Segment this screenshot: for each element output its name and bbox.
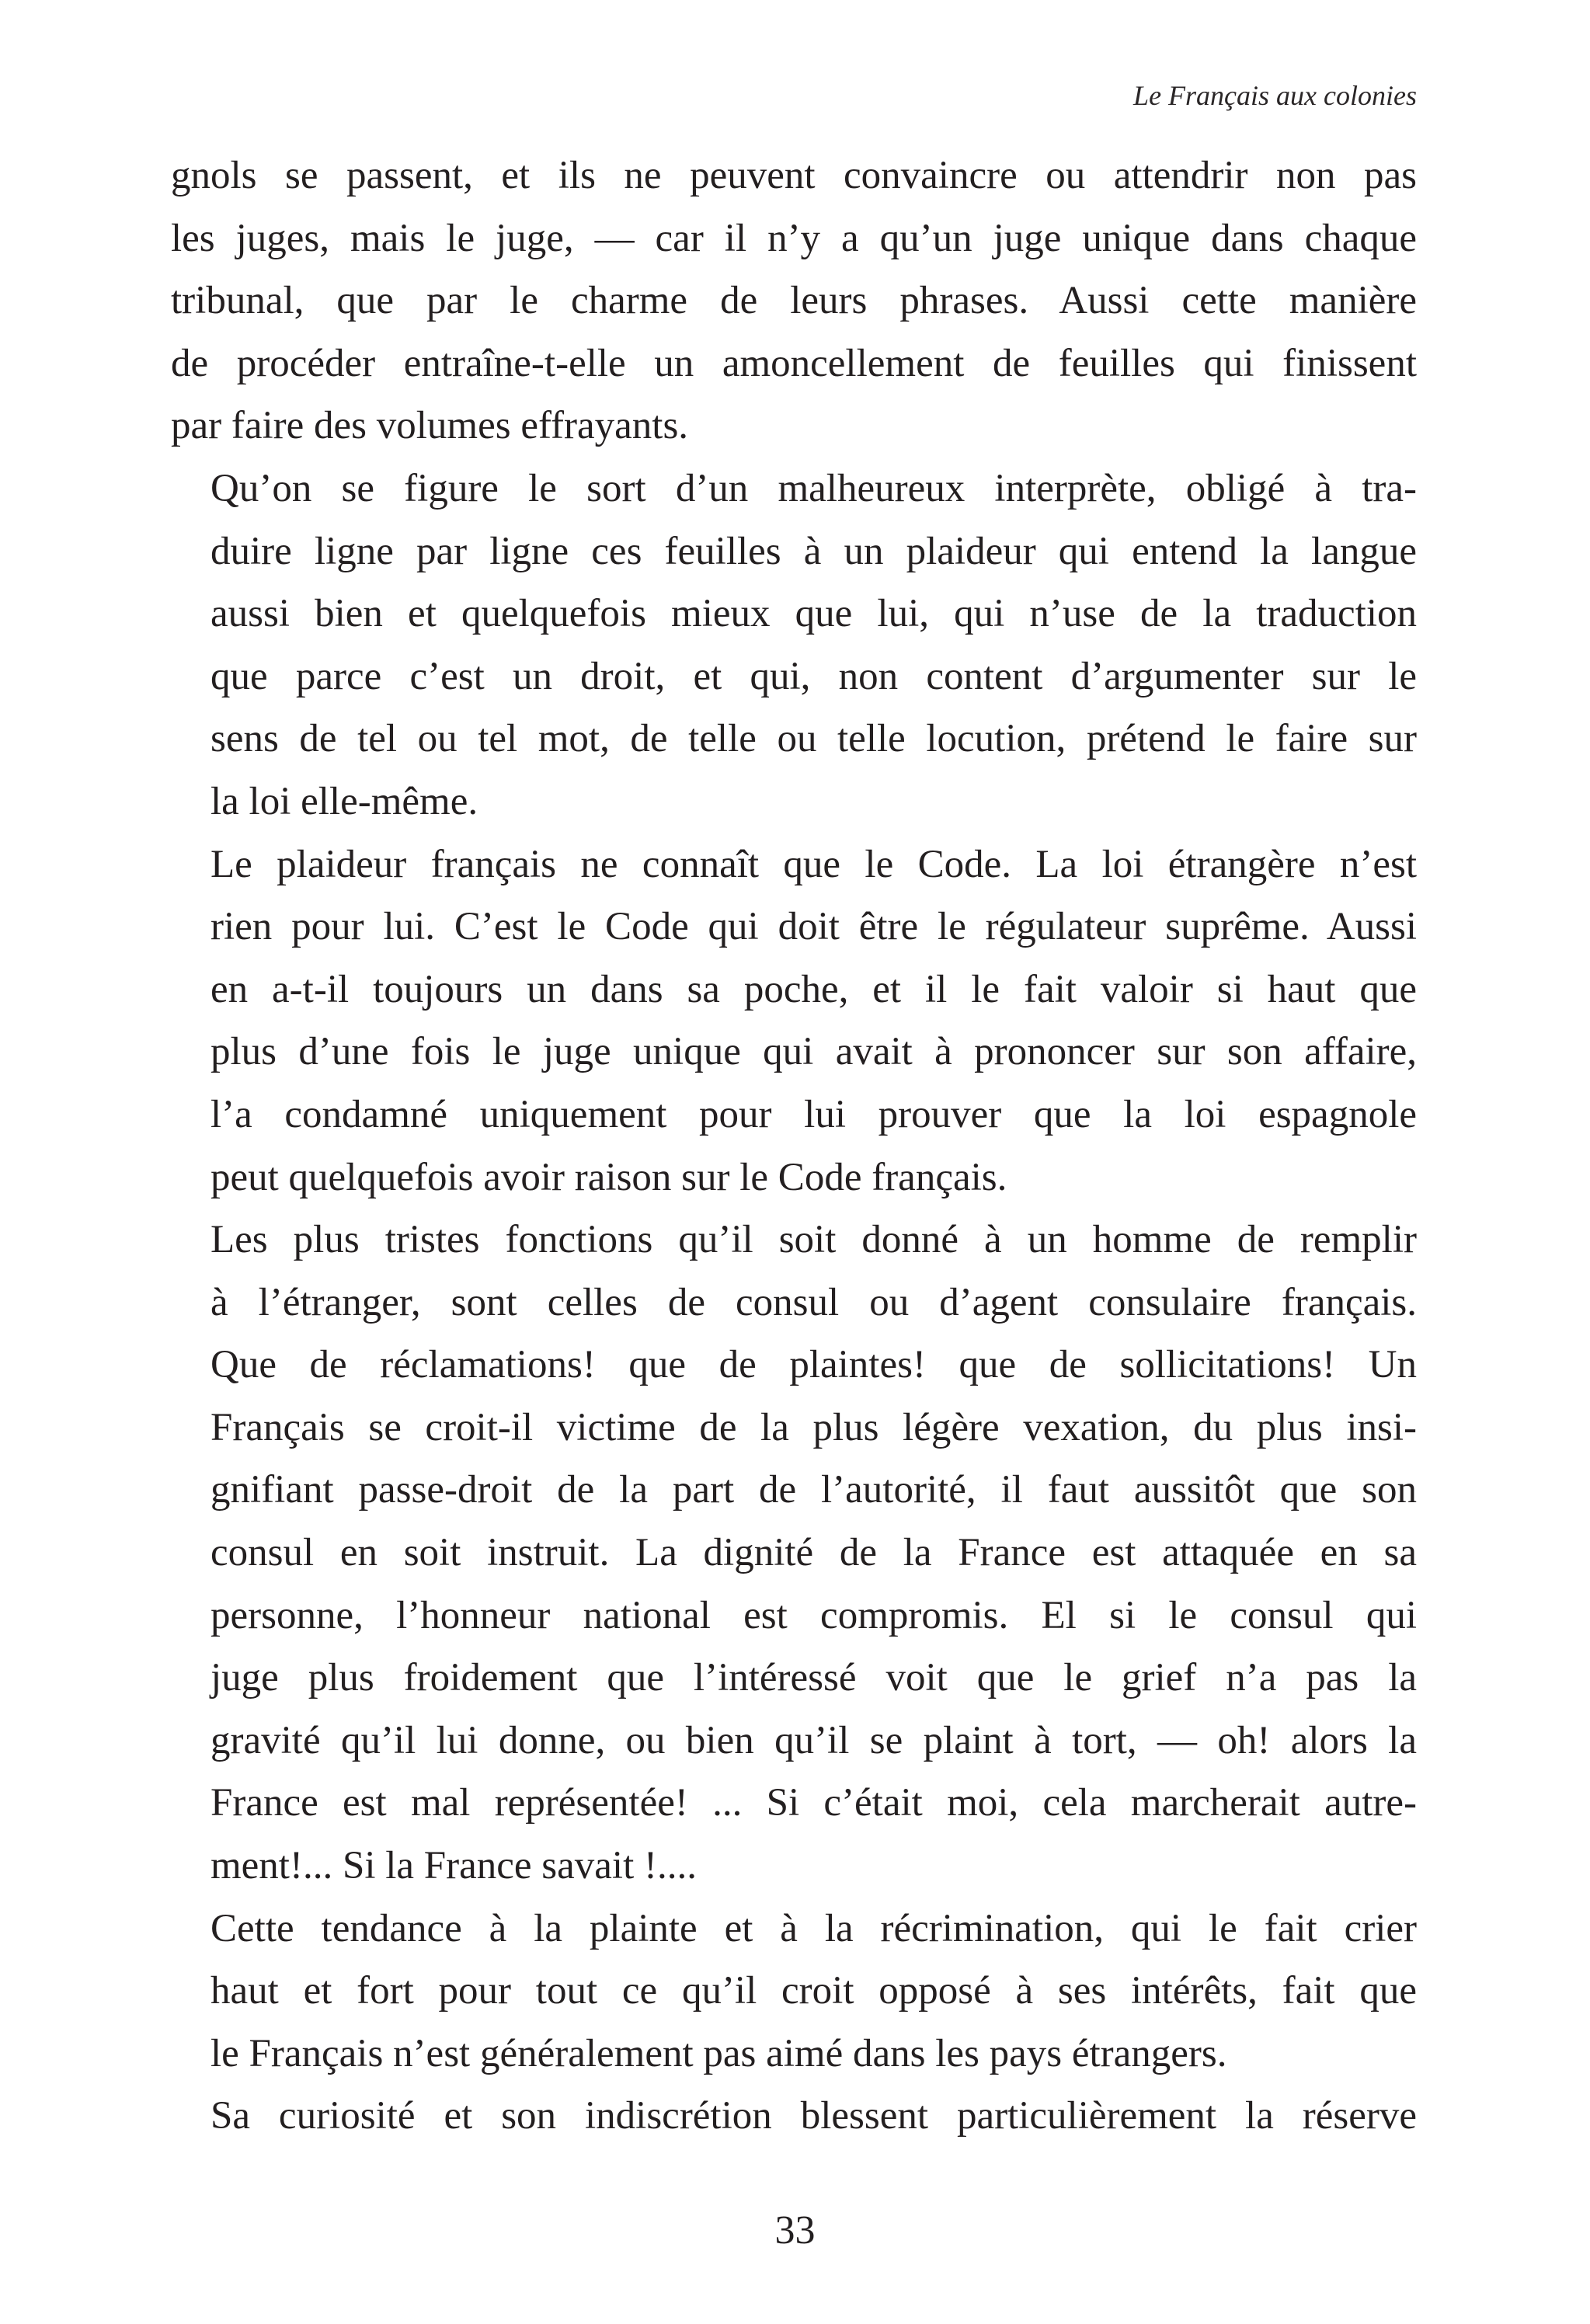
- text-line: Sa curiosité et son indiscrétion blessent particulièrement la réserve: [210, 2094, 1417, 2138]
- text-line: personne, l’honneur national est compromis. El si le consul qui: [210, 1593, 1417, 1637]
- text-line: tribunal, que par le charme de leurs phrases. Aussi cette manière: [171, 279, 1417, 323]
- text-line: Que de réclamations! que de plaintes! que de sollicitations! Un: [210, 1343, 1417, 1387]
- text-line: la loi elle-même.: [210, 779, 478, 823]
- paragraph: [171, 1898, 1417, 2086]
- text-line: le Français n’est généralement pas aimé dans les pays étrangers.: [210, 2031, 1227, 2075]
- text-line: gravité qu’il lui donne, ou bien qu’il se plaint à tort, — oh! alors la: [210, 1718, 1417, 1762]
- text-line: rien pour lui. C’est le Code qui doit être le régulateur suprême. Aussi: [210, 905, 1417, 949]
- page-number: 33: [774, 2208, 816, 2253]
- text-line: consul en soit instruit. La dignité de la France est attaquée en sa: [210, 1531, 1417, 1575]
- text-line: Qu’on se figure le sort d’un malheureux interprète, obligé à tra-: [210, 466, 1417, 510]
- paragraph: [171, 144, 1417, 457]
- text-line: à l’étranger, sont celles de consul ou d’agent consulaire français.: [210, 1280, 1417, 1324]
- text-line: gnifiant passe-droit de la part de l’autorité, il faut aussitôt que son: [210, 1468, 1417, 1512]
- text-line: duire ligne par ligne ces feuilles à un plaideur qui entend la langue: [210, 529, 1417, 573]
- text-line: l’a condamné uniquement pour lui prouver que la loi espagnole: [210, 1092, 1417, 1136]
- text-line: ment!... Si la France savait !....: [210, 1844, 697, 1888]
- text-line: Français se croit-il victime de la plus légère vexation, du plus insi-: [210, 1405, 1417, 1449]
- paragraph: [171, 833, 1417, 1209]
- paragraph: [171, 457, 1417, 833]
- text-line: Le plaideur français ne connaît que le Code. La loi étrangère n’est: [210, 842, 1417, 886]
- text-line: Les plus tristes fonctions qu’il soit donné à un homme de remplir: [210, 1218, 1417, 1262]
- text-line: juge plus froidement que l’intéressé voit que le grief n’a pas la: [210, 1656, 1417, 1700]
- running-head: Le Français aux colonies: [1133, 80, 1417, 111]
- text-line: sens de tel ou tel mot, de telle ou telle locution, prétend le faire sur: [210, 717, 1417, 761]
- text-line: France est mal représentée! ... Si c’était moi, cela marcherait autre-: [210, 1781, 1417, 1825]
- text-line: peut quelquefois avoir raison sur le Code français.: [210, 1155, 1007, 1199]
- paragraph: [171, 2085, 1417, 2148]
- text-line: par faire des volumes effrayants.: [171, 404, 689, 448]
- text-line: les juges, mais le juge, — car il n’y a qu’un juge unique dans chaque: [171, 216, 1417, 260]
- text-line: que parce c’est un droit, et qui, non content d’argumenter sur le: [210, 654, 1417, 698]
- text-line: haut et fort pour tout ce qu’il croit opposé à ses intérêts, fait que: [210, 1969, 1417, 2013]
- body-text: [171, 144, 1417, 2148]
- text-line: plus d’une fois le juge unique qui avait à prononcer sur son affaire,: [210, 1030, 1417, 1074]
- text-line: en a-t-il toujours un dans sa poche, et il le fait valoir si haut que: [210, 967, 1417, 1011]
- text-line: Cette tendance à la plainte et à la récrimination, qui le fait crier: [210, 1906, 1417, 1950]
- text-line: aussi bien et quelquefois mieux que lui, qui n’use de la traduction: [210, 592, 1417, 636]
- paragraph: [171, 1209, 1417, 1898]
- text-line: gnols se passent, et ils ne peuvent convaincre ou attendrir non pas: [171, 154, 1417, 197]
- text-line: de procéder entraîne-t-elle un amoncellement de feuilles qui finissent: [171, 341, 1417, 385]
